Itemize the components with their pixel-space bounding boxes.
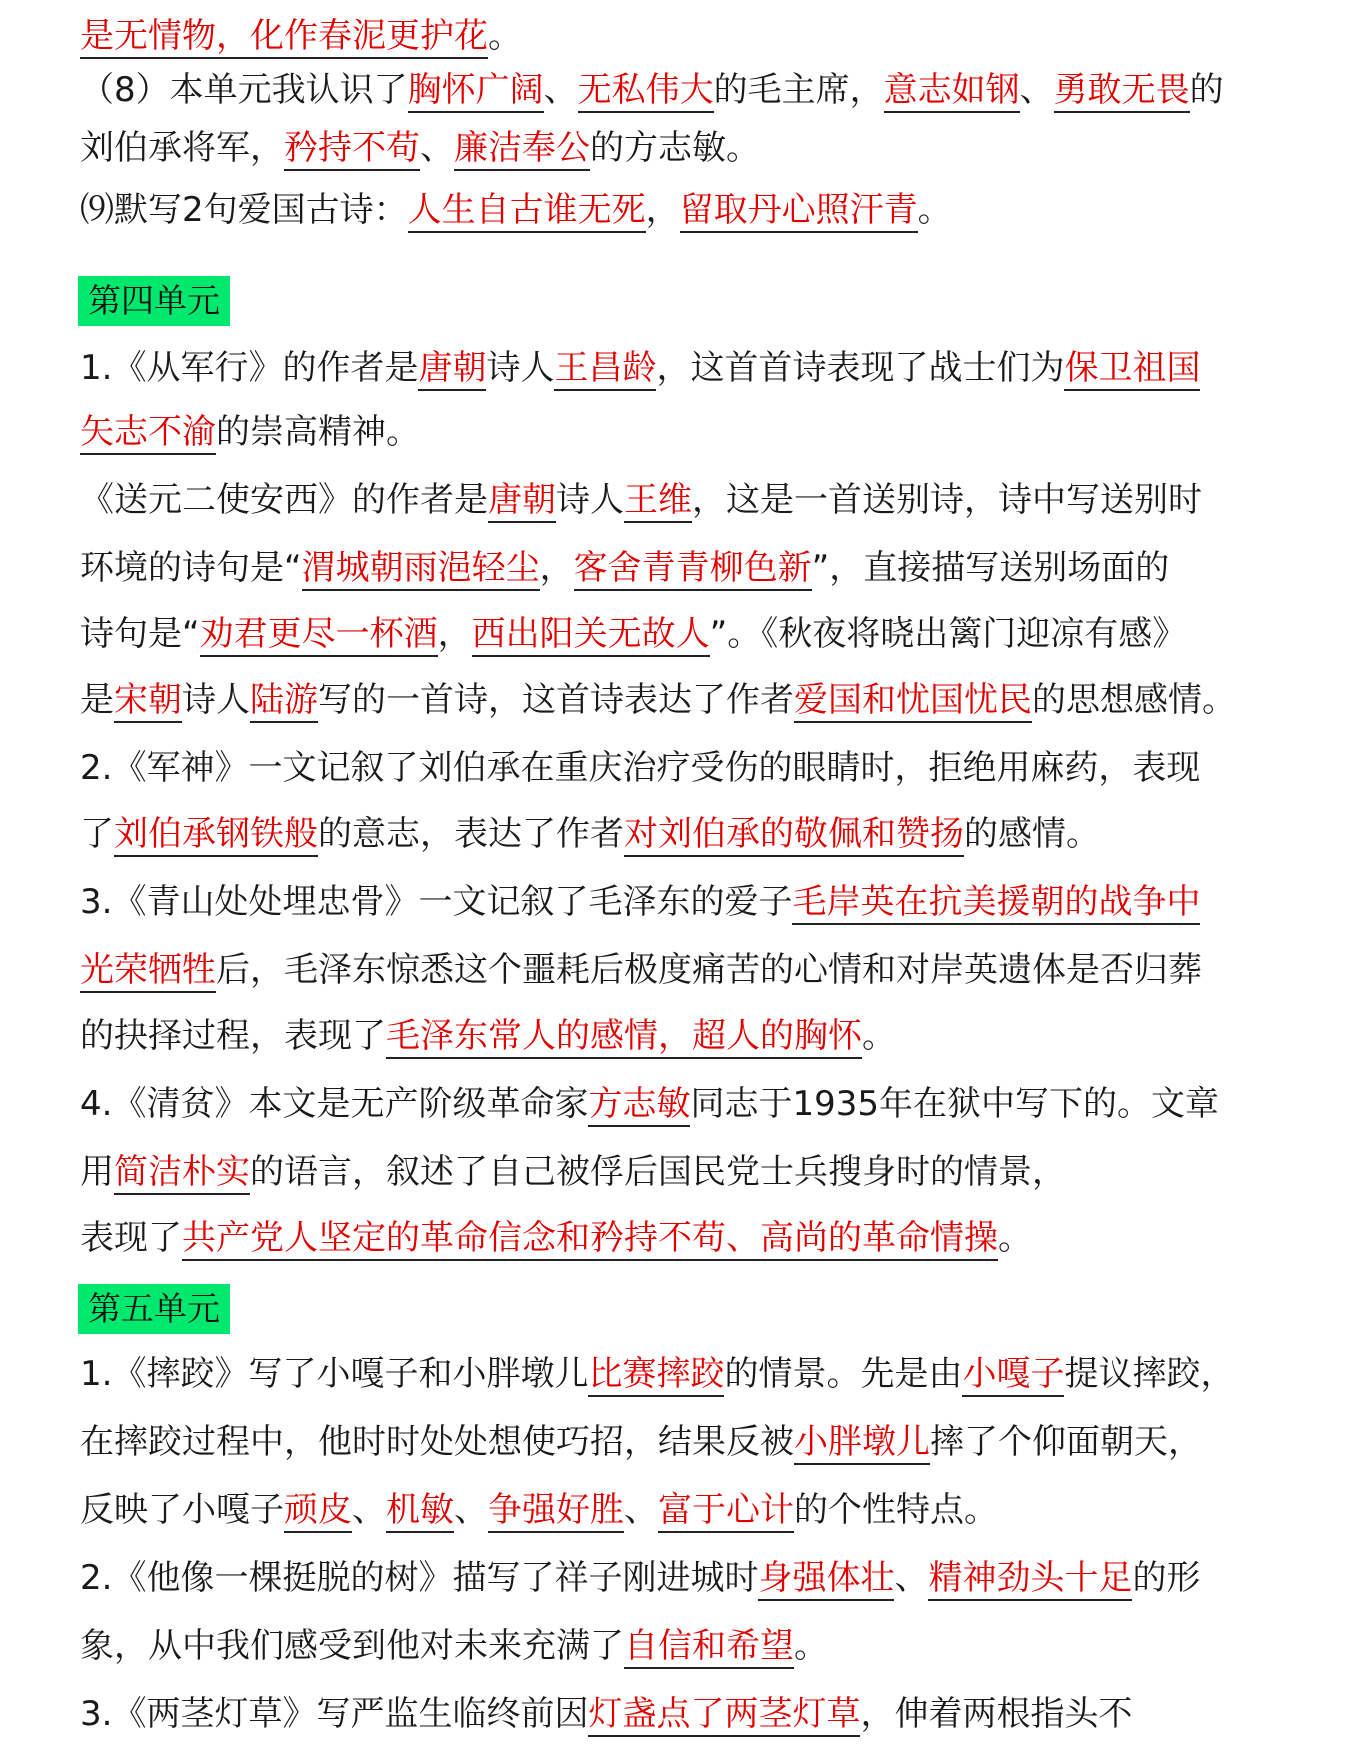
line-text: 摔了个仰面朝天， (930, 1422, 1202, 1462)
line-text: ， (645, 190, 680, 230)
text-line (80, 1008, 896, 1064)
text-line (80, 874, 1200, 930)
answer-blank: 劝君更尽一杯酒 (200, 614, 438, 657)
text-line (80, 1144, 1066, 1200)
answer-blank: 留取丹心照汗青 (680, 190, 918, 233)
answer-blank: 意志如钢 (884, 70, 1020, 113)
line-text: ，这是一首送别诗，诗中写送别时 (692, 480, 1202, 520)
text-line (80, 182, 952, 238)
answer-blank: 对刘伯承的敬佩和赞扬 (624, 814, 964, 857)
line-text: 、 (454, 1490, 488, 1530)
line-text: 诗人 (486, 348, 555, 388)
line-text: 3.《青山处处埋忠骨》一文记叙了毛泽东的爱子 (80, 882, 793, 922)
answer-blank: 宋朝 (114, 680, 182, 723)
answer-blank: 机敏 (386, 1490, 454, 1533)
answer-blank: 唐朝 (418, 348, 486, 391)
line-text: 同志于1935年在狱中写下的。文章 (690, 1084, 1219, 1124)
line-text: 刘伯承将军， (80, 128, 284, 168)
line-text: 象，从中我们感受到他对未来充满了 (80, 1626, 624, 1666)
answer-blank: 比赛摔跤 (588, 1354, 724, 1397)
line-text: 写的一首诗，这首诗表达了作者 (318, 680, 794, 720)
line-text: 的语言，叙述了自己被俘后国民党士兵搜身时的情景， (250, 1152, 1066, 1192)
answer-blank: 客舍青青柳色新 (574, 548, 812, 591)
line-text: 。 (998, 1218, 1032, 1258)
line-text: 在摔跤过程中，他时时处处想使巧招，结果反被 (80, 1422, 794, 1462)
text-line (80, 672, 1236, 728)
line-text: 的感情。 (964, 814, 1100, 854)
line-text: 的方志敏。 (590, 128, 760, 168)
line-text: 的形 (1132, 1558, 1201, 1598)
answer-blank: 勇敢无畏 (1054, 70, 1190, 113)
text-line (80, 8, 522, 64)
line-text: 4.《清贫》本文是无产阶级革命家 (80, 1084, 589, 1124)
line-text: 2.《他像一棵挺脱的树》描写了祥子刚进城时 (80, 1558, 759, 1598)
line-text: 、 (352, 1490, 386, 1530)
text-line (80, 606, 1186, 662)
line-text: 的情景。先是由 (724, 1354, 963, 1394)
answer-blank: 人生自古谁无死 (408, 190, 646, 233)
answer-blank: 光荣牺牲 (80, 950, 216, 993)
section-heading-unit4: 第四单元 (78, 276, 230, 326)
line-text: 3.《两茎灯草》写严监生临终前因 (80, 1694, 589, 1734)
line-text: 表现了 (80, 1218, 182, 1258)
line-text: 1.《从军行》的作者是 (80, 348, 419, 388)
line-text: 、 (420, 128, 454, 168)
text-line (80, 472, 1202, 528)
answer-blank: 是无情物，化作春泥更护花 (80, 16, 488, 59)
text-line (80, 740, 1200, 796)
text-line (80, 1076, 1219, 1132)
text-line (80, 942, 1202, 998)
line-text: ，这首首诗表现了战士们为 (656, 348, 1065, 388)
line-text: 1.《摔跤》写了小嘎子和小胖墩儿 (80, 1354, 589, 1394)
line-text: 诗人 (556, 480, 624, 520)
line-text: ”。《秋夜将晓出篱门迎凉有感》 (709, 614, 1187, 654)
line-text: 、 (894, 1558, 929, 1598)
answer-blank: 小嘎子 (962, 1354, 1064, 1397)
text-line (80, 62, 1224, 118)
line-text: 环境的诗句是“ (80, 548, 302, 588)
answer-blank: 富于心计 (658, 1490, 794, 1533)
answer-blank: 保卫祖国 (1064, 348, 1200, 391)
line-text: 反映了小嘎子 (80, 1490, 284, 1530)
line-text: 。 (488, 16, 522, 56)
text-line (80, 540, 1169, 596)
answer-blank: 陆游 (250, 680, 318, 723)
line-text: 、 (624, 1490, 658, 1530)
line-text: 的毛主席， (713, 70, 884, 110)
line-text: 的思想感情。 (1032, 680, 1236, 720)
line-text: 的崇高精神。 (216, 412, 420, 452)
line-text: 2.《军神》一文记叙了刘伯承在重庆治疗受伤的眼睛时，拒绝用麻药，表现 (80, 748, 1201, 788)
text-line (80, 340, 1200, 396)
line-text: ”，直接描写送别场面的 (811, 548, 1170, 588)
answer-blank: 简洁朴实 (114, 1152, 250, 1195)
text-line (80, 1686, 1132, 1742)
text-line (80, 404, 420, 460)
answer-blank: 矢志不渝 (80, 412, 216, 455)
answer-blank: 无私伟大 (578, 70, 714, 113)
line-text: 。 (794, 1626, 828, 1666)
line-text: 《送元二使安西》的作者是 (80, 480, 488, 520)
answer-blank: 西出阳关无故人 (472, 614, 710, 657)
text-line (80, 1618, 828, 1674)
line-text: 诗人 (182, 680, 250, 720)
answer-blank: 灯盏点了两茎灯草 (588, 1694, 860, 1737)
line-text: 的 (1189, 70, 1224, 110)
answer-blank: 小胖墩儿 (794, 1422, 930, 1465)
line-text: ，伸着两根指头不 (860, 1694, 1133, 1734)
answer-blank: 廉洁奉公 (454, 128, 590, 171)
answer-blank: 矜持不苟 (284, 128, 420, 171)
text-line (80, 1346, 1234, 1402)
line-text: ， (437, 614, 472, 654)
answer-blank: 毛泽东常人的感情，超人的胸怀 (386, 1016, 862, 1059)
text-line (80, 1550, 1200, 1606)
line-text: 的个性特点。 (794, 1490, 998, 1530)
answer-blank: 唐朝 (488, 480, 556, 523)
answer-blank: 精神劲头十足 (928, 1558, 1132, 1601)
text-line (80, 1414, 1202, 1470)
answer-blank: 争强好胜 (488, 1490, 624, 1533)
line-text: 是 (80, 680, 114, 720)
answer-blank: 王昌龄 (554, 348, 656, 391)
line-text: （8）本单元我认识了 (80, 70, 408, 110)
line-text: ， (539, 548, 574, 588)
answer-blank: 共产党人坚定的革命信念和矜持不苟、高尚的革命情操 (182, 1218, 998, 1261)
line-text: 。 (917, 190, 952, 230)
text-line (80, 120, 760, 176)
text-line (80, 806, 1100, 862)
answer-blank: 顽皮 (284, 1490, 352, 1533)
answer-blank: 胸怀广阔 (408, 70, 544, 113)
line-text: 的意志，表达了作者 (318, 814, 624, 854)
line-text: 提议摔跤， (1064, 1354, 1235, 1394)
line-text: 后，毛泽东惊悉这个噩耗后极度痛苦的心情和对岸英遗体是否归葬 (216, 950, 1202, 990)
line-text: 诗句是“ (80, 614, 200, 654)
answer-blank: 刘伯承钢铁般 (114, 814, 318, 857)
text-line (80, 1210, 1032, 1266)
answer-blank: 爱国和忧国忧民 (794, 680, 1032, 723)
line-text: 的抉择过程，表现了 (80, 1016, 386, 1056)
line-text: 了 (80, 814, 114, 854)
line-text: 、 (543, 70, 578, 110)
answer-blank: 身强体壮 (758, 1558, 894, 1601)
text-line (80, 1482, 998, 1538)
line-text: 、 (1019, 70, 1054, 110)
answer-blank: 毛岸英在抗美援朝的战争中 (792, 882, 1200, 925)
line-text: ⑼默写2句爱国古诗： (80, 190, 408, 230)
answer-blank: 王维 (624, 480, 692, 523)
line-text: 。 (862, 1016, 896, 1056)
section-heading-unit5: 第五单元 (78, 1284, 230, 1334)
answer-blank: 方志敏 (588, 1084, 690, 1127)
answer-blank: 渭城朝雨浥轻尘 (302, 548, 540, 591)
answer-blank: 自信和希望 (624, 1626, 794, 1669)
line-text: 用 (80, 1152, 114, 1192)
